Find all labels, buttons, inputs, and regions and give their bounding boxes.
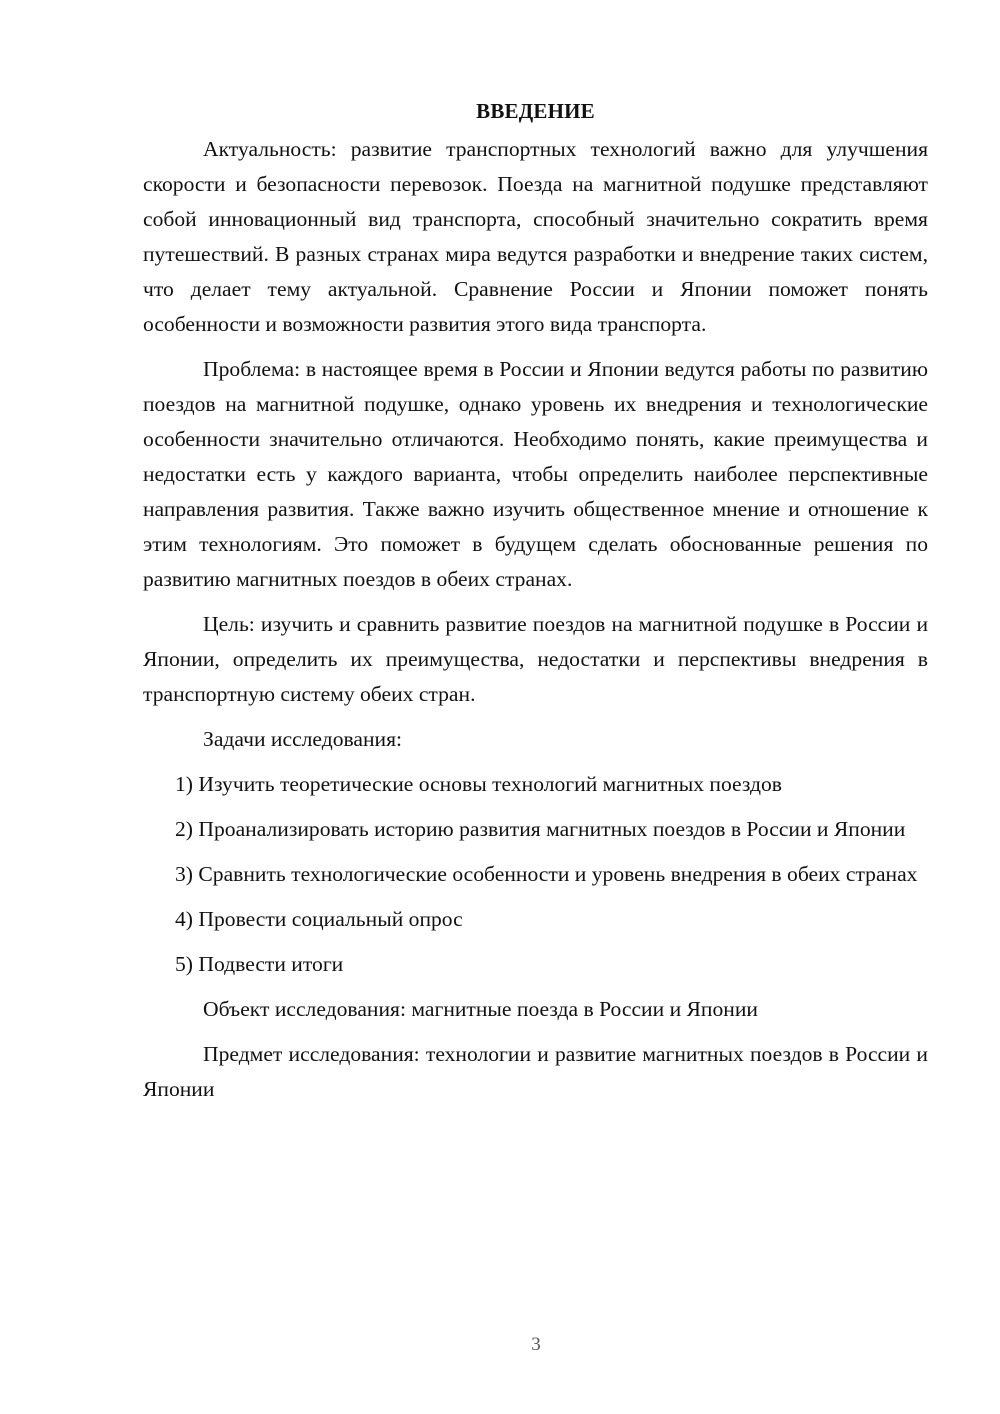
tasks-heading: Задачи исследования: <box>203 727 403 751</box>
page-content <box>143 96 928 1117</box>
page-number: 3 <box>531 1334 541 1355</box>
subject-paragraph: Предмет исследования: технологии и развитие магнитных поездов в России и Японии <box>143 1042 928 1101</box>
page-title: ВВЕДЕНИЕ <box>476 99 595 123</box>
task-item-3: 3) Сравнить технологические особенности и уровень внедрения в обеих странах <box>175 862 918 886</box>
object-paragraph: Объект исследования: магнитные поезда в России и Японии <box>203 997 758 1021</box>
task-item-2: 2) Проанализировать историю развития магнитных поездов в России и Японии <box>175 817 906 841</box>
problem-paragraph: Проблема: в настоящее время в России и Японии ведутся работы по развитию поездов на магнитной подушке, однако уровень их внедрения и технологические особенности значительно отличаются. Необходимо понять, какие преимущества и недостатки есть у каждого варианта, чтобы определить наиболее перспективные направления развития. Также важно изучить общественное мнение и отношение к этим технологиям. Это поможет в будущем сделать обоснованные решения по развитию магнитных поездов в обеих странах. <box>143 357 928 591</box>
task-item-1: 1) Изучить теоретические основы технологий магнитных поездов <box>175 772 783 796</box>
task-item-4: 4) Провести социальный опрос <box>175 907 463 931</box>
task-item-5: 5) Подвести итоги <box>175 952 344 976</box>
goal-paragraph: Цель: изучить и сравнить развитие поездов на магнитной подушке в России и Японии, определить их преимущества, недостатки и перспективы внедрения в транспортную систему обеих стран. <box>143 612 928 706</box>
relevance-paragraph: Актуальность: развитие транспортных технологий важно для улучшения скорости и безопасности перевозок. Поезда на магнитной подушке представляют собой инновационный вид транспорта, способный значительно сократить время путешествий. В разных странах мира ведутся разработки и внедрение таких систем, что делает тему актуальной. Сравнение России и Японии поможет понять особенности и возможности развития этого вида транспорта. <box>143 137 928 336</box>
